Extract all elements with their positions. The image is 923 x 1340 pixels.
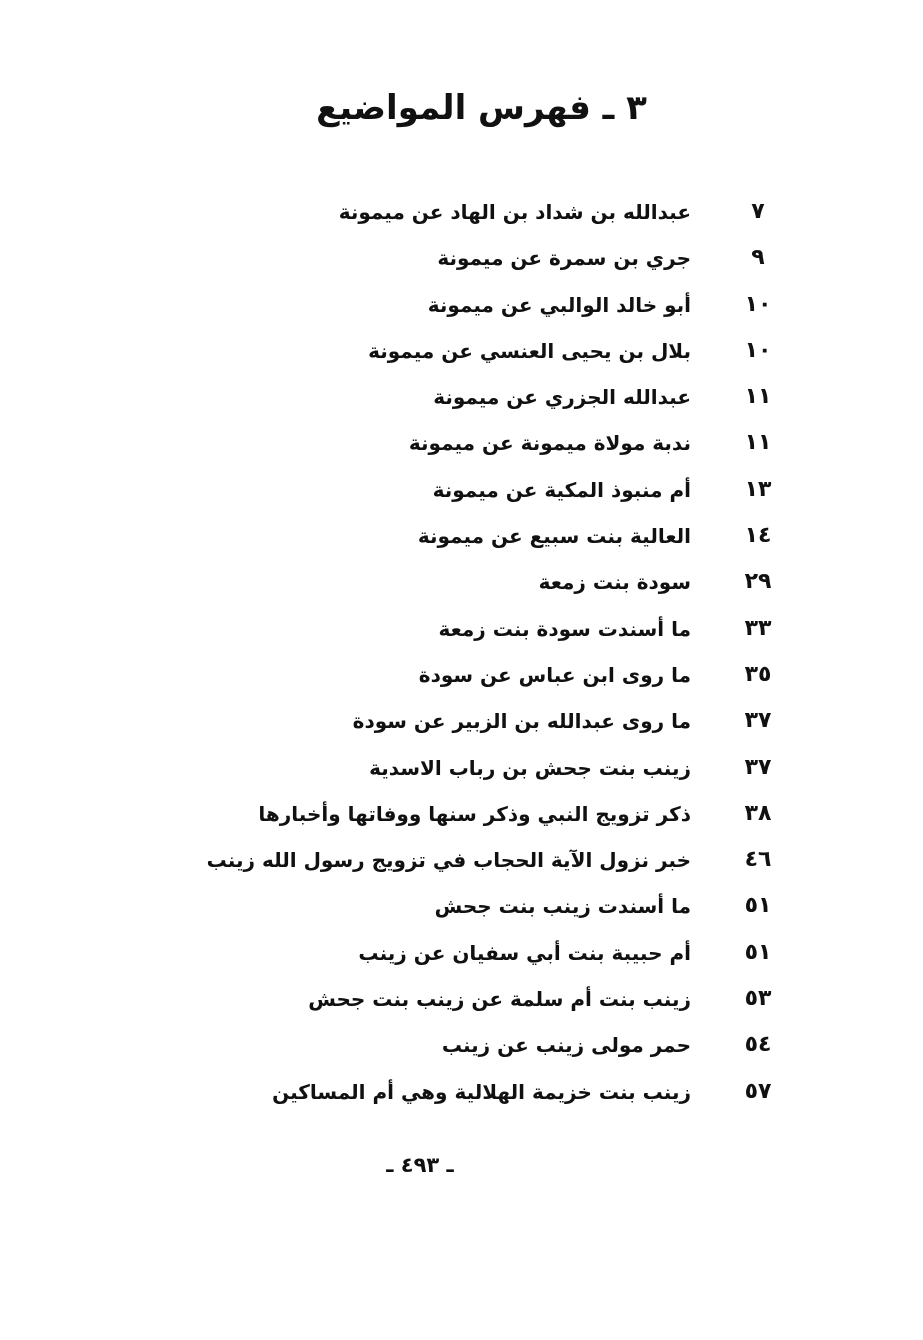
toc-entry-title: جري بن سمرة عن ميمونة — [437, 246, 691, 271]
toc-entry-title: ما أسندت زينب بنت جحش — [434, 894, 691, 919]
toc-entry-title: زينب بنت خزيمة الهلالية وهي أم المساكين — [272, 1079, 691, 1104]
page-number: ـ ٤٩٣ ـ — [386, 1153, 454, 1177]
toc-entry-title: ما أسندت سودة بنت زمعة — [438, 616, 691, 641]
toc-row — [0, 282, 923, 328]
toc-entry-title: خبر نزول الآية الحجاب في تزويج رسول الله زينب — [206, 848, 691, 873]
toc-row — [0, 930, 923, 976]
toc-entry-title: أبو خالد الوالبي عن ميمونة — [427, 292, 691, 317]
toc-row — [0, 1069, 923, 1115]
toc-row — [0, 559, 923, 605]
toc-page-number: ٣٧ — [744, 754, 772, 780]
toc-row — [0, 374, 923, 420]
page-title: ٣ ـ فهرس المواضيع — [316, 88, 647, 128]
toc-row — [0, 513, 923, 559]
toc-row — [0, 606, 923, 652]
toc-entry-title: عبدالله الجزري عن ميمونة — [433, 385, 691, 410]
toc-page-number: ١٠ — [744, 291, 772, 317]
toc-entry-title: ما روى عبدالله بن الزبير عن سودة — [352, 709, 691, 734]
toc-row — [0, 698, 923, 744]
toc-entry-title: زينب بنت جحش بن رباب الاسدية — [369, 755, 691, 780]
toc-entry-title: عبدالله بن شداد بن الهاد عن ميمونة — [338, 200, 691, 224]
toc-entry-title: بلال بن يحيى العنسي عن ميمونة — [368, 338, 691, 363]
table-of-contents — [0, 189, 923, 1115]
toc-row — [0, 976, 923, 1022]
toc-entry-title: سودة بنت زمعة — [538, 570, 691, 595]
toc-entry-title: أم حبيبة بنت أبي سفيان عن زينب — [358, 940, 691, 965]
toc-page-number: ٥١ — [744, 893, 772, 919]
toc-row — [0, 883, 923, 929]
toc-page-number: ٢٩ — [744, 569, 772, 595]
toc-row — [0, 745, 923, 791]
toc-entry-title: حمر مولى زينب عن زينب — [441, 1033, 691, 1058]
toc-page-number: ١١ — [744, 430, 772, 456]
toc-row — [0, 467, 923, 513]
toc-page-number: ١٠ — [744, 337, 772, 363]
toc-entry-title: أم منبوذ المكية عن ميمونة — [432, 477, 691, 502]
toc-page-number: ٥٣ — [744, 986, 772, 1012]
toc-row — [0, 1022, 923, 1068]
toc-row — [0, 420, 923, 466]
toc-page-number: ٣٨ — [744, 800, 772, 826]
toc-entry-title: ندبة مولاة ميمونة عن ميمونة — [408, 431, 691, 456]
toc-entry-title: ما روى ابن عباس عن سودة — [418, 662, 691, 687]
toc-row — [0, 652, 923, 698]
toc-page-number: ٧ — [751, 199, 765, 224]
toc-entry-title: العالية بنت سبيع عن ميمونة — [417, 524, 691, 549]
toc-page-number: ٩ — [751, 245, 765, 271]
toc-page-number: ٥٧ — [744, 1078, 772, 1104]
toc-page-number: ١٤ — [744, 523, 772, 549]
toc-entry-title: ذكر تزويج النبي وذكر سنها ووفاتها وأخبارها — [258, 801, 691, 826]
toc-row — [0, 791, 923, 837]
toc-row — [0, 837, 923, 883]
toc-row — [0, 328, 923, 374]
toc-row — [0, 189, 923, 235]
toc-row — [0, 235, 923, 281]
toc-page-number: ١١ — [744, 384, 772, 410]
toc-page-number: ٥٤ — [744, 1032, 772, 1058]
toc-page-number: ١٣ — [744, 476, 772, 502]
toc-page-number: ٥١ — [744, 939, 772, 965]
toc-page-number: ٤٦ — [744, 847, 772, 873]
toc-page-number: ٣٧ — [744, 708, 772, 734]
toc-page-number: ٣٥ — [744, 661, 772, 687]
toc-entry-title: زينب بنت أم سلمة عن زينب بنت جحش — [308, 987, 691, 1012]
toc-page-number: ٣٣ — [744, 615, 772, 641]
